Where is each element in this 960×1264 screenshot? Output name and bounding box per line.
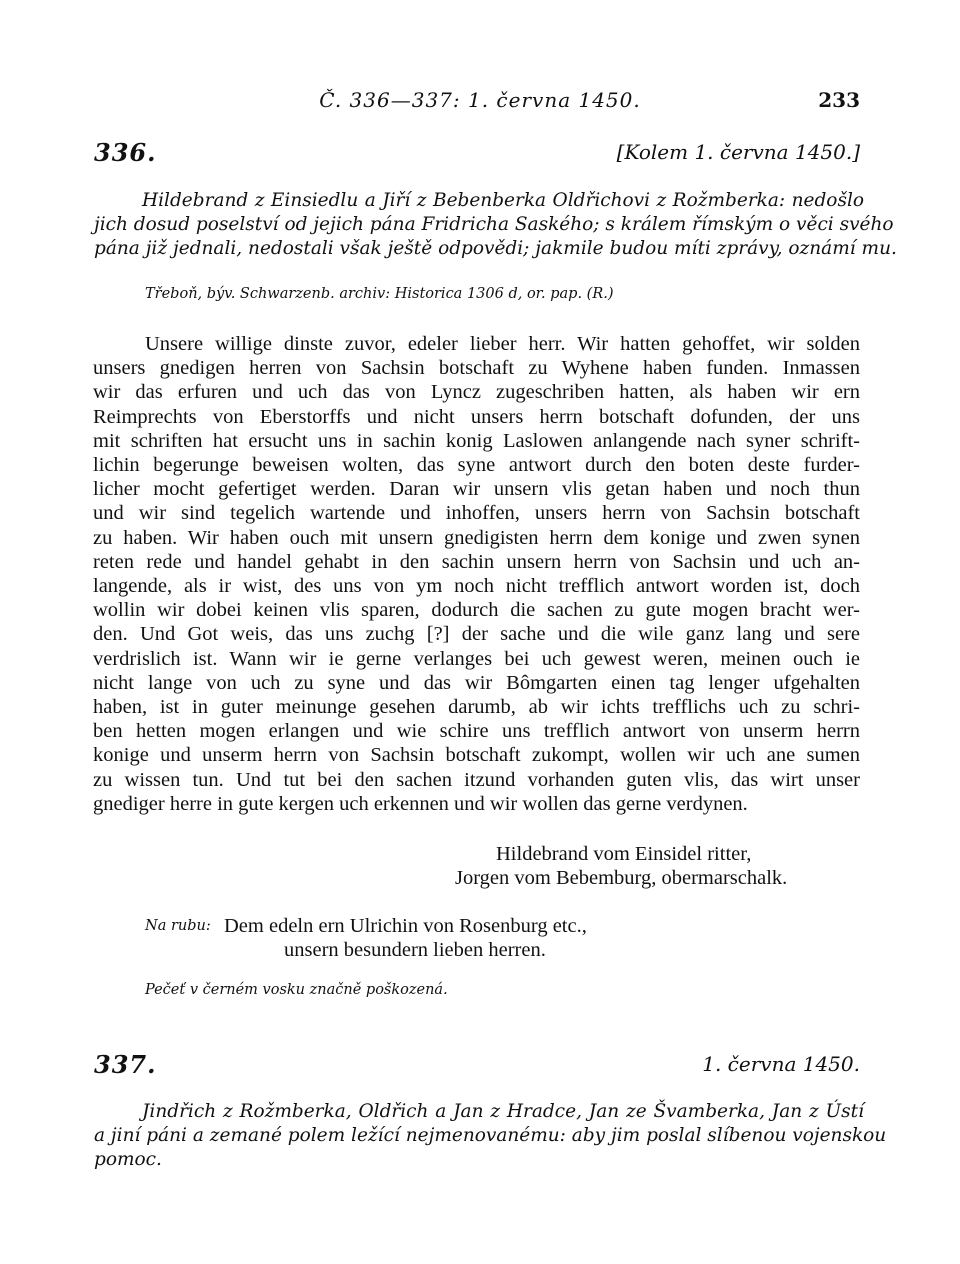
summary-line: pomoc. xyxy=(94,1149,162,1170)
letter-text xyxy=(93,332,860,816)
text-line: lichin begerunge beweisen wolten, das syne antwort durch den boten deste furder- xyxy=(93,454,860,477)
summary-line: a jiní páni a zemané polem ležící nejmenovanému: aby jim poslal slíbenou vojenskou xyxy=(94,1125,887,1146)
signature-line: Jorgen vom Bebemburg, obermarschalk. xyxy=(455,867,788,889)
seal-note: Pečeť v černém vosku značně poškozená. xyxy=(145,982,448,998)
text-line: gnediger herre in gute kergen uch erkennen und wir wollen das gerne verdynen. xyxy=(93,792,748,815)
page-number: 233 xyxy=(818,88,860,112)
entry-337-summary xyxy=(94,1100,887,1172)
text-line: zu wissen tun. Und tut bei den sachen itzund vorhanden guten vlis, das wirt unser xyxy=(93,768,860,791)
address-label: Na rubu: xyxy=(145,918,211,934)
text-line: haben, ist in guter meinunge gesehen darumb, ab wir ichts trefflichs uch zu schri- xyxy=(93,696,860,719)
text-line: konige und unserm herrn von Sachsin botschaft zukompt, wollen wir uch ane sumen xyxy=(93,744,860,767)
text-line: Unsere willige dinste zuvor, edeler lieber herr. Wir hatten gehoffet, wir solden xyxy=(145,333,860,355)
address-line: unsern besundern lieben herren. xyxy=(284,939,546,961)
entry-336-number: 336. xyxy=(94,138,157,167)
text-line: licher mocht gefertiget werden. Daran wir unsern vlis getan haben und noch thun xyxy=(93,478,860,501)
text-line: ben hetten mogen erlangen und wie schire uns trefflich antwort von unserm herrn xyxy=(93,720,860,743)
text-line: wir das erfuren und uch das von Lyncz zugeschriben hatten, als haben wir ern xyxy=(93,381,860,404)
text-line: unsers gnedigen herren von Sachsin botschaft zu Wyhene haben funden. Inmassen xyxy=(93,357,860,380)
signature-line: Hildebrand vom Einsidel ritter, xyxy=(496,843,752,865)
entry-337-date: 1. června 1450. xyxy=(702,1052,860,1076)
text-line: langende, als ir wist, des uns von ym noch nicht trefflich antwort worden ist, doch xyxy=(93,575,860,598)
text-line: mit schriften hat ersucht uns in sachin konig Laslowen anlangende nach syner schrift- xyxy=(93,429,860,452)
text-line: zu haben. Wir haben ouch mit unsern gnedigisten herrn dem konige und zwen synen xyxy=(93,526,860,549)
text-line: nicht lange von uch zu syne und das wir Bômgarten einen tag lenger ufgehalten xyxy=(93,671,860,694)
running-title: Č. 336—337: 1. června 1450. xyxy=(319,88,641,112)
entry-336-date: [Kolem 1. června 1450.] xyxy=(616,140,860,164)
text-line: wollin wir dobei keinen vlis sparen, dodurch die sachen zu gute mogen bracht wer- xyxy=(93,599,860,622)
text-line: reten rede und handel gehabt in den sachin unsern herrn von Sachsin und uch an- xyxy=(93,550,860,573)
entry-336-summary xyxy=(94,189,897,261)
entry-337-number: 337. xyxy=(94,1050,157,1079)
text-line: und wir sind tegelich wartende und inhoffen, unsers herrn von Sachsin botschaft xyxy=(93,502,860,525)
text-line: den. Und Got weis, das uns zuchg [?] der sache und die wile ganz lang und sere xyxy=(93,623,860,646)
summary-line: Hildebrand z Einsiedlu a Jiří z Bebenberka Oldřichovi z Rožmberka: nedošlo xyxy=(142,190,864,211)
text-line: Reimprechts von Eberstorffs und nicht unsers herrn botschaft dofunden, der uns xyxy=(93,405,860,428)
text-line: verdrislich ist. Wann wir ie gerne verlanges bei uch gewest weren, meinen ouch ie xyxy=(93,647,860,670)
archival-source: Třeboň, býv. Schwarzenb. archiv: Historica 1306 d, or. pap. (R.) xyxy=(145,286,614,302)
summary-line: pána již jednali, nedostali však ještě odpovědi; jakmile budou míti zprávy, oznámí mu. xyxy=(94,238,897,259)
summary-line: Jindřich z Rožmberka, Oldřich a Jan z Hradce, Jan ze Švamberka, Jan z Ústí xyxy=(142,1101,864,1122)
summary-line: jich dosud poselství od jejich pána Fridricha Saského; s králem římským o věci svého xyxy=(94,214,894,235)
address-line: Dem edeln ern Ulrichin von Rosenburg etc., xyxy=(224,915,587,937)
